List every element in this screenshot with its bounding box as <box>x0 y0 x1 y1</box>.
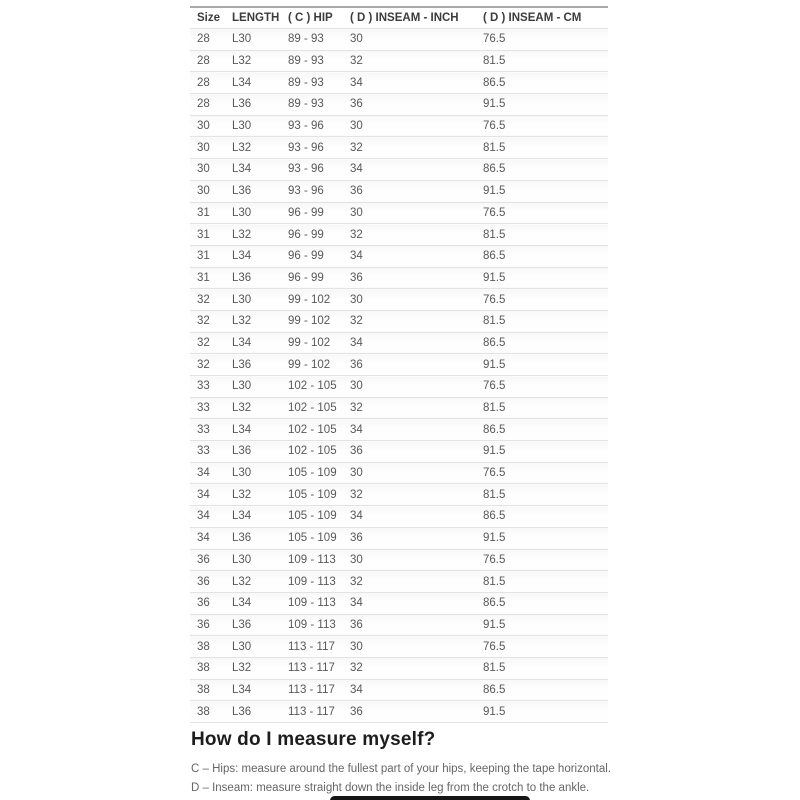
table-row <box>190 592 608 614</box>
table-cell: L32 <box>232 397 288 419</box>
table-cell: 34 <box>190 484 232 506</box>
table-row <box>190 310 608 332</box>
table-cell: 32 <box>350 310 483 332</box>
table-cell: 30 <box>350 549 483 571</box>
table-cell: 81.5 <box>483 137 608 159</box>
table-cell: 105 - 109 <box>288 484 350 506</box>
table-cell: 33 <box>190 397 232 419</box>
table-cell: 38 <box>190 657 232 679</box>
table-cell: 32 <box>350 397 483 419</box>
table-row <box>190 549 608 571</box>
column-header: LENGTH <box>232 7 288 29</box>
table-cell: 91.5 <box>483 527 608 549</box>
table-cell: 33 <box>190 376 232 398</box>
table-row <box>190 679 608 701</box>
table-cell: 36 <box>350 441 483 463</box>
table-cell: 96 - 99 <box>288 202 350 224</box>
table-row <box>190 657 608 679</box>
table-cell: 36 <box>350 701 483 723</box>
table-cell: 76.5 <box>483 462 608 484</box>
table-cell: 76.5 <box>483 549 608 571</box>
table-cell: 28 <box>190 50 232 72</box>
table-cell: 32 <box>350 571 483 593</box>
table-row <box>190 202 608 224</box>
table-cell: 30 <box>350 376 483 398</box>
table-cell: L34 <box>232 159 288 181</box>
table-cell: 91.5 <box>483 267 608 289</box>
table-cell: 34 <box>350 419 483 441</box>
column-header: Size <box>190 7 232 29</box>
table-cell: 81.5 <box>483 657 608 679</box>
table-cell: 86.5 <box>483 332 608 354</box>
table-cell: 91.5 <box>483 354 608 376</box>
column-header: ( D ) INSEAM - CM <box>483 7 608 29</box>
table-cell: 91.5 <box>483 701 608 723</box>
table-cell: 34 <box>190 462 232 484</box>
table-cell: 38 <box>190 679 232 701</box>
table-row <box>190 29 608 51</box>
table-cell: 36 <box>350 94 483 116</box>
table-cell: 31 <box>190 202 232 224</box>
table-row <box>190 159 608 181</box>
table-cell: 109 - 113 <box>288 592 350 614</box>
table-cell: 28 <box>190 72 232 94</box>
table-cell: 32 <box>190 332 232 354</box>
table-row <box>190 376 608 398</box>
table-cell: L30 <box>232 289 288 311</box>
table-cell: 34 <box>350 245 483 267</box>
table-cell: 96 - 99 <box>288 224 350 246</box>
table-cell: 34 <box>350 72 483 94</box>
table-cell: 113 - 117 <box>288 636 350 658</box>
table-row <box>190 354 608 376</box>
table-cell: L30 <box>232 376 288 398</box>
table-cell: 76.5 <box>483 636 608 658</box>
measure-note-inseam: D – Inseam: measure straight down the inside leg from the crotch to the ankle. <box>191 781 590 794</box>
table-cell: 93 - 96 <box>288 137 350 159</box>
table-row <box>190 224 608 246</box>
table-cell: 28 <box>190 94 232 116</box>
table-cell: 89 - 93 <box>288 94 350 116</box>
size-table <box>190 6 608 723</box>
table-cell: 81.5 <box>483 397 608 419</box>
table-cell: 109 - 113 <box>288 571 350 593</box>
table-cell: 28 <box>190 29 232 51</box>
home-indicator-bar <box>330 796 530 800</box>
table-cell: 34 <box>350 679 483 701</box>
table-cell: L30 <box>232 29 288 51</box>
table-cell: 30 <box>350 29 483 51</box>
size-table-container <box>190 6 608 723</box>
table-cell: 36 <box>190 571 232 593</box>
table-cell: L34 <box>232 419 288 441</box>
table-row <box>190 527 608 549</box>
table-cell: 36 <box>190 592 232 614</box>
table-row <box>190 506 608 528</box>
table-cell: 105 - 109 <box>288 527 350 549</box>
table-cell: 105 - 109 <box>288 462 350 484</box>
table-cell: 99 - 102 <box>288 332 350 354</box>
table-cell: 36 <box>350 354 483 376</box>
table-cell: 109 - 113 <box>288 614 350 636</box>
table-cell: L36 <box>232 94 288 116</box>
table-cell: 102 - 105 <box>288 441 350 463</box>
measure-note-hips: C – Hips: measure around the fullest part of your hips, keeping the tape horizontal. <box>191 763 611 775</box>
table-row <box>190 419 608 441</box>
table-cell: 113 - 117 <box>288 657 350 679</box>
measure-guide-notes <box>191 760 631 797</box>
table-cell: L30 <box>232 202 288 224</box>
table-row <box>190 72 608 94</box>
table-row <box>190 636 608 658</box>
table-cell: 81.5 <box>483 224 608 246</box>
size-table-head <box>190 7 608 29</box>
table-cell: 32 <box>350 224 483 246</box>
table-row <box>190 50 608 72</box>
table-row <box>190 289 608 311</box>
table-cell: L32 <box>232 310 288 332</box>
table-cell: 93 - 96 <box>288 180 350 202</box>
table-cell: 113 - 117 <box>288 701 350 723</box>
table-cell: 30 <box>190 159 232 181</box>
measure-guide-section <box>191 729 631 797</box>
table-cell: L32 <box>232 484 288 506</box>
table-cell: 89 - 93 <box>288 50 350 72</box>
table-cell: 86.5 <box>483 159 608 181</box>
table-cell: L34 <box>232 592 288 614</box>
table-cell: 102 - 105 <box>288 419 350 441</box>
table-cell: 30 <box>190 137 232 159</box>
column-header: ( D ) INSEAM - INCH <box>350 7 483 29</box>
table-cell: 81.5 <box>483 310 608 332</box>
table-cell: 33 <box>190 441 232 463</box>
table-cell: L36 <box>232 441 288 463</box>
table-cell: 32 <box>190 354 232 376</box>
table-cell: L36 <box>232 614 288 636</box>
table-cell: L36 <box>232 354 288 376</box>
table-cell: 32 <box>350 657 483 679</box>
table-cell: 32 <box>350 50 483 72</box>
table-cell: L36 <box>232 527 288 549</box>
table-cell: L34 <box>232 72 288 94</box>
table-row <box>190 441 608 463</box>
table-cell: 36 <box>350 614 483 636</box>
table-cell: 89 - 93 <box>288 72 350 94</box>
table-cell: 102 - 105 <box>288 376 350 398</box>
table-cell: 31 <box>190 224 232 246</box>
table-cell: L32 <box>232 50 288 72</box>
table-cell: 105 - 109 <box>288 506 350 528</box>
table-cell: 36 <box>190 549 232 571</box>
table-cell: 86.5 <box>483 245 608 267</box>
table-row <box>190 332 608 354</box>
table-cell: 96 - 99 <box>288 267 350 289</box>
table-cell: L36 <box>232 267 288 289</box>
table-cell: 76.5 <box>483 115 608 137</box>
table-cell: 81.5 <box>483 50 608 72</box>
table-row <box>190 245 608 267</box>
table-cell: 34 <box>350 332 483 354</box>
table-cell: 86.5 <box>483 72 608 94</box>
table-cell: 86.5 <box>483 419 608 441</box>
table-cell: 81.5 <box>483 571 608 593</box>
size-table-body <box>190 29 608 723</box>
table-cell: 32 <box>350 484 483 506</box>
table-cell: L34 <box>232 679 288 701</box>
table-cell: 99 - 102 <box>288 354 350 376</box>
table-row <box>190 571 608 593</box>
table-cell: L30 <box>232 636 288 658</box>
table-cell: 91.5 <box>483 180 608 202</box>
table-cell: 91.5 <box>483 614 608 636</box>
table-cell: L34 <box>232 245 288 267</box>
table-cell: 76.5 <box>483 376 608 398</box>
table-row <box>190 484 608 506</box>
table-cell: 91.5 <box>483 441 608 463</box>
table-cell: 38 <box>190 701 232 723</box>
table-cell: 34 <box>350 592 483 614</box>
table-row <box>190 614 608 636</box>
table-cell: 31 <box>190 245 232 267</box>
table-cell: 76.5 <box>483 29 608 51</box>
table-cell: 113 - 117 <box>288 679 350 701</box>
table-row <box>190 267 608 289</box>
table-cell: 93 - 96 <box>288 115 350 137</box>
table-cell: 32 <box>190 310 232 332</box>
table-cell: 31 <box>190 267 232 289</box>
table-cell: 91.5 <box>483 94 608 116</box>
table-cell: 32 <box>350 137 483 159</box>
table-cell: L30 <box>232 115 288 137</box>
table-cell: 86.5 <box>483 506 608 528</box>
table-cell: 30 <box>350 636 483 658</box>
table-row <box>190 115 608 137</box>
table-cell: 34 <box>190 506 232 528</box>
table-cell: 30 <box>190 115 232 137</box>
table-cell: 96 - 99 <box>288 245 350 267</box>
table-cell: 33 <box>190 419 232 441</box>
table-cell: 30 <box>350 202 483 224</box>
table-cell: 36 <box>350 267 483 289</box>
table-cell: 89 - 93 <box>288 29 350 51</box>
table-cell: 102 - 105 <box>288 397 350 419</box>
table-row <box>190 94 608 116</box>
table-cell: 86.5 <box>483 592 608 614</box>
header-row <box>190 7 608 29</box>
table-cell: L36 <box>232 180 288 202</box>
measure-guide-title: How do I measure myself? <box>191 729 436 750</box>
table-row <box>190 397 608 419</box>
table-row <box>190 462 608 484</box>
table-cell: 109 - 113 <box>288 549 350 571</box>
table-cell: 30 <box>350 462 483 484</box>
table-cell: 34 <box>190 527 232 549</box>
table-cell: L34 <box>232 332 288 354</box>
column-header: ( C ) HIP <box>288 7 350 29</box>
table-cell: L36 <box>232 701 288 723</box>
table-cell: L32 <box>232 657 288 679</box>
table-cell: 30 <box>190 180 232 202</box>
table-cell: 76.5 <box>483 202 608 224</box>
table-cell: 36 <box>350 180 483 202</box>
table-cell: 34 <box>350 159 483 181</box>
table-cell: 86.5 <box>483 679 608 701</box>
table-cell: 30 <box>350 289 483 311</box>
table-cell: 34 <box>350 506 483 528</box>
table-cell: 32 <box>190 289 232 311</box>
table-cell: 76.5 <box>483 289 608 311</box>
table-cell: 99 - 102 <box>288 310 350 332</box>
table-cell: 81.5 <box>483 484 608 506</box>
table-cell: L32 <box>232 224 288 246</box>
table-cell: L34 <box>232 506 288 528</box>
table-row <box>190 137 608 159</box>
table-cell: L32 <box>232 571 288 593</box>
table-cell: 36 <box>190 614 232 636</box>
table-row <box>190 180 608 202</box>
table-cell: L32 <box>232 137 288 159</box>
table-cell: L30 <box>232 462 288 484</box>
table-row <box>190 701 608 723</box>
table-cell: 93 - 96 <box>288 159 350 181</box>
table-cell: 30 <box>350 115 483 137</box>
table-cell: L30 <box>232 549 288 571</box>
table-cell: 99 - 102 <box>288 289 350 311</box>
table-cell: 38 <box>190 636 232 658</box>
table-cell: 36 <box>350 527 483 549</box>
